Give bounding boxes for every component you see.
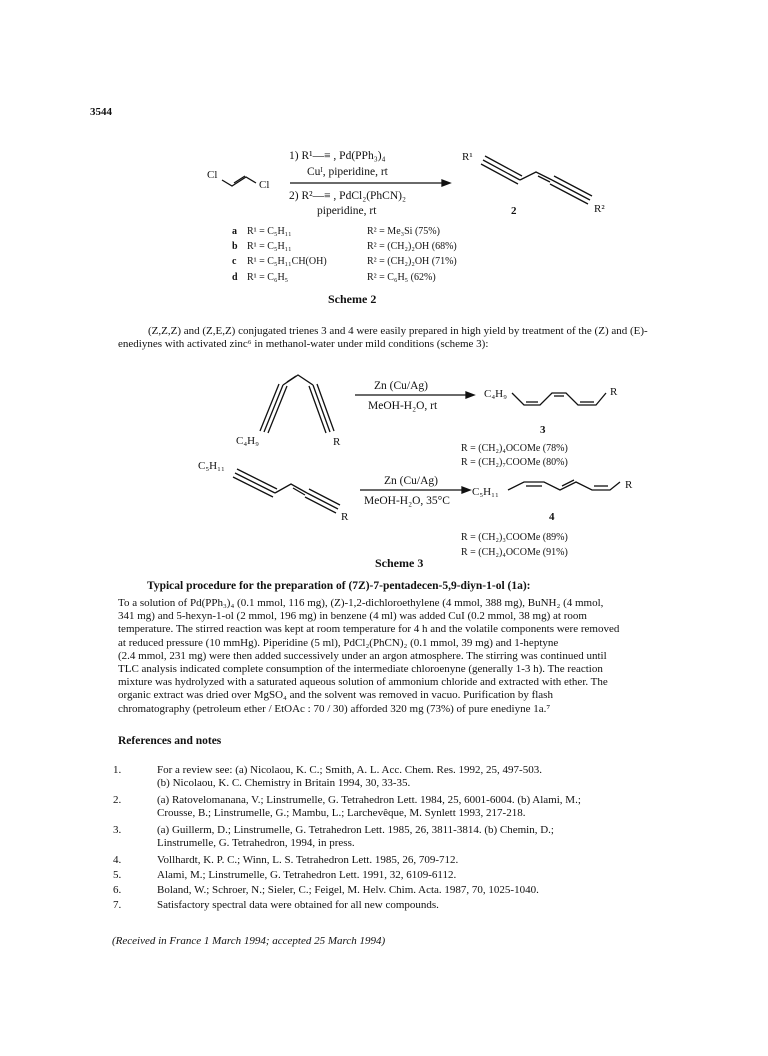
procedure-line: 341 mg) and 5-hexyn-1-ol (2 mmol, 196 mg) in benzene (4 ml) was added CuI (0.2 mmol, 38 mg) at room bbox=[118, 610, 587, 623]
scheme3-rxn2-top: Zn (Cu/Ag) bbox=[384, 475, 438, 487]
entry-a-r2: R² = Me₃Si (75%) bbox=[367, 226, 440, 237]
sm1-c4h9: C₄H₉ bbox=[236, 435, 259, 447]
entry-b-r2: R² = (CH₂)₂OH (68%) bbox=[367, 241, 457, 252]
scheme2-step2-line1: 2) R²—≡ , PdCl₂(PhCN)₂ bbox=[289, 190, 406, 202]
procedure-heading: Typical procedure for the preparation of (7Z)-7-pentadecen-5,9-diyn-1-ol (1a): bbox=[147, 580, 531, 592]
reference-line: (a) Ratovelomanana, V.; Linstrumelle, G. Tetrahedron Lett. 1984, 25, 6001-6004. (b) Alami, M.; bbox=[157, 794, 581, 806]
received-note: (Received in France 1 March 1994; accepted 25 March 1994) bbox=[112, 935, 386, 947]
reference-number: 4. bbox=[113, 854, 122, 866]
product3-r-option-a: R = (CH₂)₄OCOMe (78%) bbox=[461, 443, 568, 454]
entry-c-letter: c bbox=[232, 256, 237, 267]
reference-number: 1. bbox=[113, 764, 122, 776]
scheme2-caption: Scheme 2 bbox=[328, 292, 377, 306]
reference-line: Satisfactory spectral data were obtained for all new compounds. bbox=[157, 899, 439, 911]
product3-triene bbox=[512, 393, 606, 405]
procedure-line: at reduced pressure (10 mmHg). Piperidine (5 ml), PdCl₂(PhCN)₂ (0.1 mmol, 39 mg) and 1-heptyne bbox=[118, 636, 559, 649]
reference-line: Crousse, B.; Linstrumelle, G.; Mambu, L.; Larchevêque, M. Synlett 1993, 217-218. bbox=[157, 807, 526, 819]
product4-c5h11: C₅H₁₁ bbox=[472, 486, 499, 498]
product2-triple-bond-1 bbox=[483, 160, 520, 180]
procedure-line: mixture was hydrolyzed with a saturated aqueous solution of ammonium chloride and extracted with ether. The bbox=[118, 676, 608, 689]
scheme-2-figure bbox=[0, 0, 768, 320]
reference-number: 7. bbox=[113, 899, 122, 911]
procedure-body bbox=[118, 597, 698, 716]
product3-number: 3 bbox=[540, 424, 546, 436]
intro-paragraph: (Z,Z,Z) and (Z,E,Z) conjugated trienes 3 and 4 were easily prepared in high yield by treatment of the (Z) and (E)-enediynes with activated zinc⁶ in methanol-water under mild conditions (scheme 3): bbox=[118, 325, 648, 351]
procedure-line: organic extract was dried over MgSO₄ and the solvent was removed in vacuo. Purification by flash bbox=[118, 689, 553, 702]
scheme2-cl-left: Cl bbox=[207, 169, 218, 181]
scheme2-cl-right: Cl bbox=[259, 179, 270, 191]
reference-line: (b) Nicolaou, K. C. Chemistry in Britain 1994, 30, 33-35. bbox=[157, 777, 411, 789]
product4-r-option-a: R = (CH₂)₃COOMe (89%) bbox=[461, 532, 568, 543]
product2-alkene bbox=[520, 172, 552, 180]
sm2-triple-bond-left bbox=[235, 473, 275, 493]
scheme3-rxn2-bottom: MeOH-H₂O, 35°C bbox=[364, 495, 450, 507]
product4-number: 4 bbox=[549, 511, 555, 523]
product3-c4h9: C₄H₉ bbox=[484, 388, 507, 400]
procedure-line: (2.4 mmol, 231 mg) were then added successively under an argon atmosphere. The stirring was continued until bbox=[118, 649, 607, 662]
product2-triple-bond-2 bbox=[552, 180, 590, 200]
reference-line: Boland, W.; Schroer, N.; Sieler, C.; Feigel, M. Helv. Chim. Acta. 1987, 70, 1025-1040. bbox=[157, 884, 539, 896]
sm2-alkene bbox=[275, 484, 307, 493]
procedure-line: TLC analysis indicated complete consumption of the intermediate chloroenyne (generally 1-3 h). The reaction bbox=[118, 663, 603, 676]
scheme2-step1-line1: 1) R¹—≡ , Pd(PPh₃)₄ bbox=[289, 150, 386, 162]
sm2-c5h11: C₅H₁₁ bbox=[198, 460, 225, 472]
procedure-line: To a solution of Pd(PPh₃)₄ (0.1 mmol, 116 mg), (Z)-1,2-dichloroethylene (4 mmol, 388 mg), BuNH₂ (4 mmol, bbox=[118, 597, 604, 609]
entry-d-letter: d bbox=[232, 272, 238, 283]
references-heading: References and notes bbox=[118, 735, 222, 747]
product2-r1: R¹ bbox=[462, 151, 473, 163]
sm1-triple-bond-left bbox=[264, 385, 283, 432]
reference-line: Alami, M.; Linstrumelle, G. Tetrahedron Lett. 1991, 32, 6109-6112. bbox=[157, 869, 457, 881]
product2-number: 2 bbox=[511, 205, 517, 217]
sm1-alkene bbox=[283, 375, 313, 385]
scheme2-arrowhead bbox=[442, 180, 450, 186]
entry-b-r1: R¹ = C₅H₁₁ bbox=[247, 241, 292, 252]
product4-r-option-b: R = (CH₂)₄OCOMe (91%) bbox=[461, 547, 568, 558]
reference-number: 3. bbox=[113, 824, 122, 836]
product2-r2: R² bbox=[594, 203, 605, 215]
entry-c-r1: R¹ = C₅H₁₁CH(OH) bbox=[247, 256, 327, 267]
procedure-line: temperature. The stirred reaction was kept at room temperature for 4 h and the volatile components were removed bbox=[118, 623, 620, 636]
procedure-line: chromatography (petroleum ether / EtOAc : 70 / 30) afforded 320 mg (73%) of pure enediyne 1a.⁷ bbox=[118, 702, 551, 715]
reference-number: 5. bbox=[113, 869, 122, 881]
product3-r-option-b: R = (CH₂)₇COOMe (80%) bbox=[461, 457, 568, 468]
entry-a-r1: R¹ = C₅H₁₁ bbox=[247, 226, 292, 237]
reference-number: 2. bbox=[113, 794, 122, 806]
scheme3-rxn1-top: Zn (Cu/Ag) bbox=[374, 380, 428, 392]
scheme2-step1-line2: Cuᴵ, piperidine, rt bbox=[307, 166, 388, 178]
entry-c-r2: R² = (CH₂)₂OH (71%) bbox=[367, 256, 457, 267]
entry-d-r1: R¹ = C₆H₅ bbox=[247, 272, 289, 283]
entry-d-r2: R² = C₆H₅ (62%) bbox=[367, 272, 436, 283]
scheme2-step2-line2: piperidine, rt bbox=[317, 205, 377, 217]
entry-b-letter: b bbox=[232, 241, 238, 252]
reference-number: 6. bbox=[113, 884, 122, 896]
sm1-r: R bbox=[333, 436, 341, 448]
reference-line: For a review see: (a) Nicolaou, K. C.; Smith, A. L. Acc. Chem. Res. 1992, 25, 497-503. bbox=[157, 764, 542, 776]
scheme3-rxn1-bottom: MeOH-H₂O, rt bbox=[368, 400, 438, 412]
page-number: 3544 bbox=[90, 106, 112, 118]
product3-r: R bbox=[610, 386, 618, 398]
scheme-3-figure bbox=[0, 355, 768, 580]
dichloroethylene-bond bbox=[222, 177, 256, 186]
sm1-triple-bond-right bbox=[313, 385, 330, 432]
product4-r: R bbox=[625, 479, 633, 491]
sm2-r: R bbox=[341, 511, 349, 523]
entry-a-letter: a bbox=[232, 226, 237, 237]
reference-line: Vollhardt, K. P. C.; Winn, L. S. Tetrahedron Lett. 1985, 26, 709-712. bbox=[157, 854, 459, 866]
scheme3-caption: Scheme 3 bbox=[375, 556, 424, 570]
reference-line: (a) Guillerm, D.; Linstrumelle, G. Tetrahedron Lett. 1985, 26, 3811-3814. (b) Chemin, D.; bbox=[157, 824, 554, 836]
reference-line: Linstrumelle, G. Tetrahedron, 1994, in press. bbox=[157, 837, 355, 849]
